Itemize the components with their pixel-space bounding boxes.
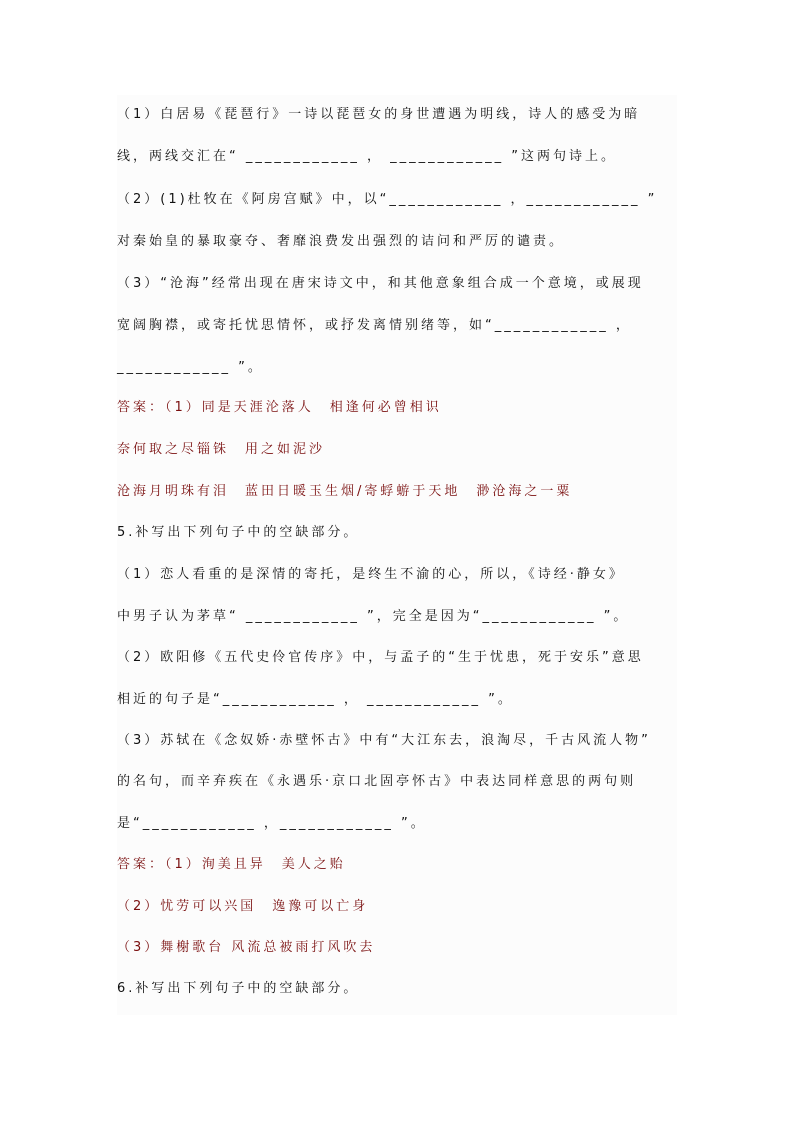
- q5-line-5: （3）苏轼在《念奴娇·赤壁怀古》中有“大江东去，浪淘尽，千古风流人物”: [117, 733, 651, 748]
- q4-line-5: （3）“沧海”经常出现在唐宋诗文中，和其他意象组合成一个意境，或展现: [117, 276, 644, 291]
- q5-line-2: 中男子认为茅草“ ____________ ”，完全是因为“____________ ”。: [117, 609, 630, 624]
- answer-label: 答案：: [117, 857, 166, 872]
- q5-line-7: 是“____________ ，____________ ”。: [117, 816, 427, 831]
- answer-5-text-1: （1）洵美且异 美人之贻: [165, 857, 346, 872]
- q5-line-3: （2）欧阳修《五代史伶官传序》中，与孟子的“生于忧患，死于安乐”意思: [117, 650, 644, 665]
- q4-line-1: （1）白居易《琵琶行》一诗以琵琶女的身世遭遇为明线，诗人的感受为暗: [117, 107, 641, 122]
- q6-title: 6.补写出下列句子中的空缺部分。: [117, 981, 360, 996]
- q5-line-1: （1）恋人看重的是深情的寄托，是终生不渝的心，所以，《诗经·静女》: [117, 567, 625, 582]
- answer-5-line-1: [117, 855, 346, 875]
- q5-line-4: 相近的句子是“____________ ， ____________ ”。: [117, 692, 514, 707]
- answer-4-line-2: 奈何取之尽锱铢 用之如泥沙: [117, 442, 326, 457]
- answer-4-line-3: 沧海月明珠有泪 蓝田日暖玉生烟/寄蜉蝣于天地 渺沧海之一粟: [117, 484, 573, 499]
- q5-title: 5.补写出下列句子中的空缺部分。: [117, 525, 360, 540]
- answer-label: 答案：: [117, 400, 166, 415]
- q4-line-4: 对秦始皇的暴取豪夺、奢靡浪费发出强烈的诘问和严厉的谴责。: [117, 234, 566, 249]
- answer-4-line-1: [117, 398, 442, 418]
- q4-line-3: （2）(1)杜牧在《阿房宫赋》中，以“____________ ，____________ ”: [117, 192, 658, 207]
- q4-line-2: 线，两线交汇在“ ____________ ， ____________ ”这两句诗上。: [117, 149, 617, 164]
- answer-4-text-1: （1）同是天涯沦落人 相逢何必曾相识: [165, 400, 442, 415]
- answer-5-line-3: （3）舞榭歌台 风流总被雨打风吹去: [117, 940, 376, 955]
- q4-line-6: 宽阔胸襟，或寄托忧思情怀，或抒发离情别绪等，如“____________ ，: [117, 318, 632, 333]
- document-page: [117, 95, 677, 1015]
- q5-line-6: 的名句，而辛弃疾在《永遇乐·京口北固亭怀古》中表达同样意思的两句则: [117, 774, 637, 789]
- answer-5-line-2: （2）忧劳可以兴国 逸豫可以亡身: [117, 899, 369, 914]
- q4-line-7: ____________ ”。: [117, 360, 264, 375]
